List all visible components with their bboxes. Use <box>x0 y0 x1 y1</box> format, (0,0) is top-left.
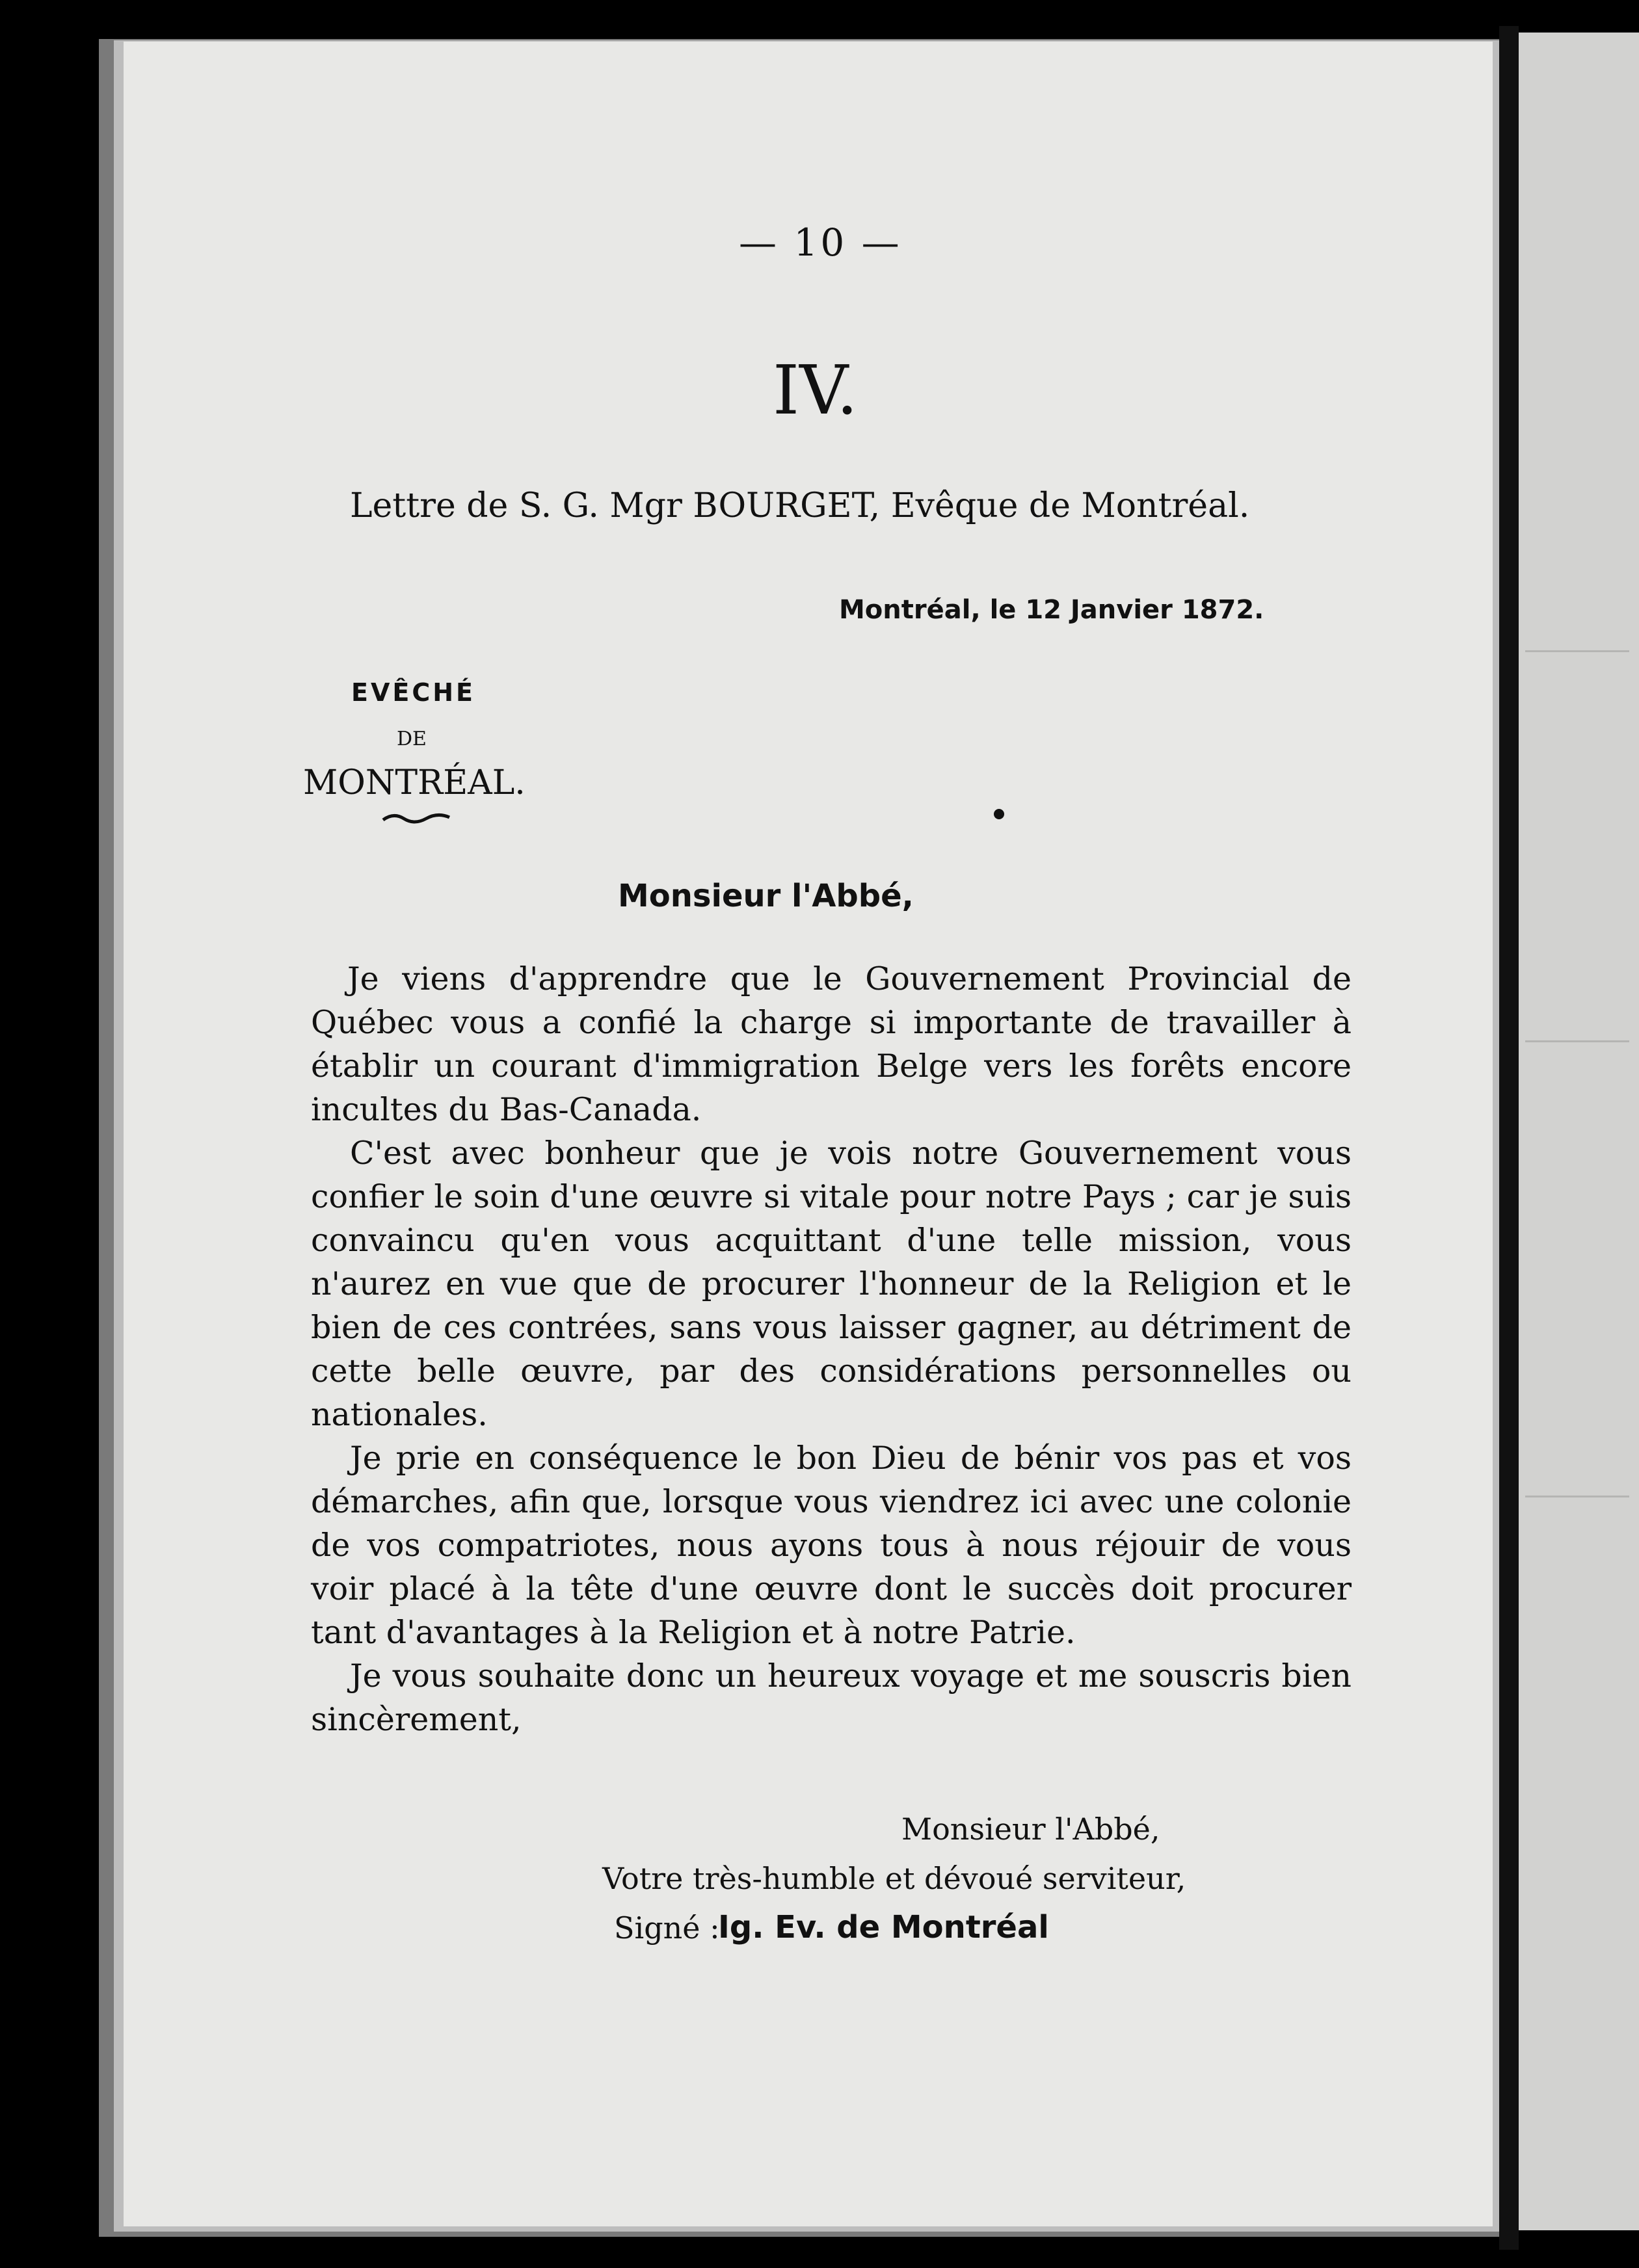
salutation: Monsieur l'Abbé, <box>618 878 914 914</box>
letter-heading: Lettre de S. G. Mgr BOURGET, Evêque de Montréal. <box>350 486 1250 525</box>
signed-label: Signé : <box>614 1910 720 1945</box>
page-number: — 10 — <box>739 220 902 265</box>
signature: Ig. Ev. de Montréal <box>718 1909 1049 1945</box>
closing-formula: Votre très-humble et dévoué serviteur, <box>602 1861 1186 1896</box>
paragraph: Je prie en conséquence le bon Dieu de bénir vos pas et vos démarches, afin que, lorsque vous viendrez ici avec une colonie de vos compatriotes, nous ayons tous à nous réjouir de vous voir placé à la tête d'une œuvre dont le succès doit procurer tant d'avantages à la Religion et à notre Patrie. <box>311 1440 1352 1651</box>
paragraph: Je viens d'apprendre que le Gouvernement Provincial de Québec vous a confié la charge si importante de travailler à établir un courant d'immigration Belge vers les forêts encore incultes du Bas-Canada. <box>311 960 1352 1128</box>
facing-page-bleed <box>1525 1496 1629 1497</box>
closing-address: Monsieur l'Abbé, <box>901 1812 1160 1847</box>
facing-page-strip <box>1515 33 1639 2230</box>
letter-body <box>311 957 1352 1741</box>
paragraph: Je vous souhaite donc un heureux voyage et me souscris bien sincèrement, <box>311 1657 1352 1738</box>
book-spine <box>1499 26 1519 2250</box>
facing-page-bleed <box>1525 1040 1629 1042</box>
paragraph: C'est avec bonheur que je vois notre Gouvernement vous confier le soin d'une œuvre si vitale pour notre Pays ; car je suis convaincu qu'en vous acquittant d'une telle mission, vous n'aurez en vue que de procurer l'honneur de la Religion et le bien de ces contrées, sans vous laisser gagner, au détriment de cette belle œuvre, par des considérations personnelles ou nationales. <box>311 1135 1352 1433</box>
facing-page-bleed <box>1525 650 1629 652</box>
see-stamp-line2: DE <box>397 728 427 750</box>
place-date: Montréal, le 12 Janvier 1872. <box>839 595 1264 625</box>
see-stamp-line3: MONTRÉAL. <box>303 763 526 802</box>
section-numeral: IV. <box>773 350 859 430</box>
flourish-ornament <box>380 810 452 826</box>
ink-dot <box>994 809 1004 819</box>
see-stamp-line1: EVÊCHÉ <box>351 678 475 707</box>
